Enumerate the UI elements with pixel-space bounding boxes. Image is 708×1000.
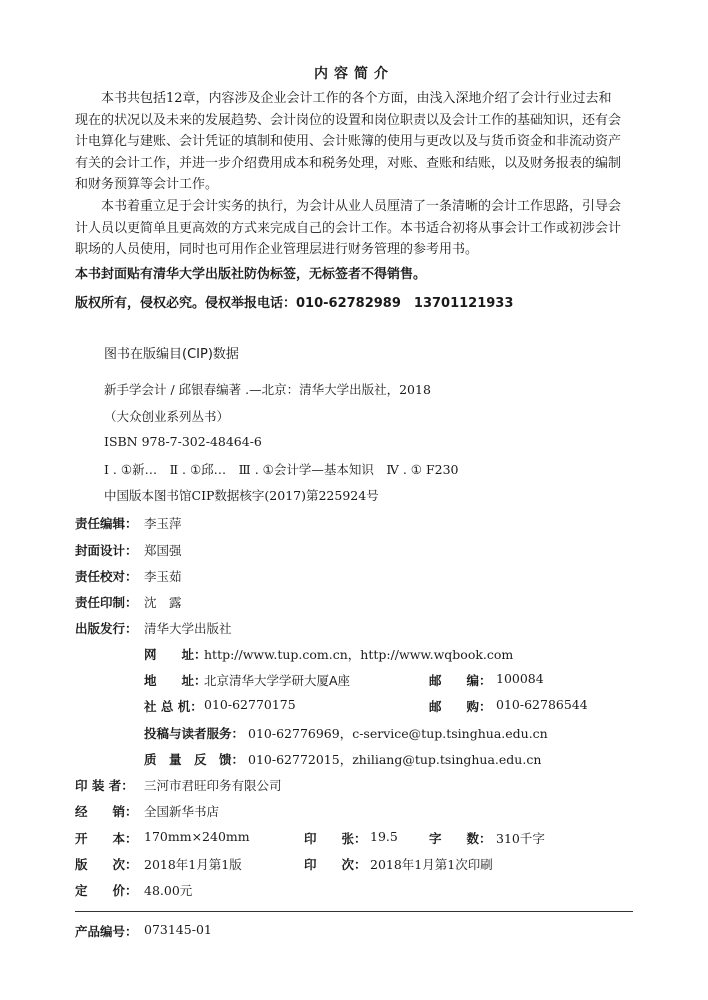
- address-value: 北京清华大学学研大厦A座: [204, 673, 351, 688]
- printer-value: 三河市君旺印务有限公司: [144, 778, 282, 793]
- cip-line: Ⅰ . ①新… Ⅱ . ①邱… Ⅲ . ①会计学—基本知识 Ⅳ . ① F230: [104, 462, 459, 477]
- text-line: 本书共包括12章，内容涉及企业会计工作的各个方面，由浅入深地介绍了会计行业过去和: [75, 91, 612, 106]
- format-label: 开 本：: [75, 831, 138, 846]
- address-label: 地 址：: [144, 673, 207, 688]
- distributor-value: 全国新华书店: [144, 804, 220, 819]
- price-label: 定 价：: [75, 883, 138, 898]
- text-line: 和财务预算等会计工作。: [75, 177, 219, 192]
- postcode-label: 邮 编：: [429, 673, 492, 688]
- text-line: 计电算化与建账、会计凭证的填制和使用、会计账簿的使用与更改以及与货币资金和非流动资产: [75, 134, 622, 149]
- anti-counterfeit-notice: 本书封面贴有清华大学出版社防伪标签，无标签者不得销售。: [75, 267, 427, 282]
- word-count-value: 310千字: [496, 831, 545, 846]
- publisher-name: 清华大学出版社: [144, 621, 232, 636]
- publisher-label: 出版发行：: [75, 621, 138, 636]
- product-code-label: 产品编号：: [75, 924, 138, 939]
- text-line: 现在的状况以及未来的发展趋势、会计岗位的设置和岗位职责以及会计工作的基础知识，还有会: [75, 112, 622, 128]
- switchboard-value: 010-62770175: [204, 697, 296, 712]
- mail-order-value: 010-62786544: [496, 697, 588, 712]
- sheets-value: 19.5: [370, 829, 398, 844]
- editor-value: 李玉萍: [144, 516, 182, 531]
- proofreader-value: 李玉茹: [144, 569, 182, 584]
- word-count-label: 字 数：: [429, 831, 492, 846]
- intro-paragraph-2: [75, 196, 631, 261]
- quality-feedback-value: 010-62772015，zhiliang@tup.tsinghua.edu.cn: [248, 752, 542, 767]
- cip-line: 新手学会计 / 邱银春编著 .—北京：清华大学出版社，2018: [104, 382, 431, 397]
- cip-heading: 图书在版编目(CIP)数据: [104, 347, 239, 362]
- quality-feedback-label: 质 量 反 馈：: [144, 752, 245, 767]
- mail-order-label: 邮 购：: [429, 699, 492, 714]
- divider-line: [75, 911, 633, 912]
- cover-design-value: 郑国强: [144, 543, 182, 558]
- page-title: 内容简介: [314, 66, 394, 82]
- website-label: 网 址：: [144, 647, 207, 662]
- format-value: 170mm×240mm: [144, 829, 250, 844]
- edition-value: 2018年1月第1版: [144, 857, 242, 872]
- printing-value: 2018年1月第1次印刷: [370, 857, 493, 872]
- cip-line: （大众创业系列丛书）: [104, 409, 230, 424]
- cover-design-label: 封面设计：: [75, 543, 138, 558]
- edition-label: 版 次：: [75, 857, 138, 872]
- cip-line: ISBN 978-7-302-48464-6: [104, 434, 262, 449]
- cip-line: 中国版本图书馆CIP数据核字(2017)第225924号: [104, 488, 379, 503]
- postcode-value: 100084: [496, 671, 544, 686]
- text-line: 职场的人员使用，同时也可用作企业管理层进行财务管理的参考用书。: [75, 242, 479, 257]
- sheets-label: 印 张：: [304, 831, 367, 846]
- website-value: http://www.tup.com.cn，http://www.wqbook.com: [204, 647, 514, 662]
- text-line: 有关的会计工作，并进一步介绍费用成本和税务处理，对账、查账和结账，以及财务报表的编制: [75, 155, 622, 171]
- printer-label: 印 装 者：: [75, 778, 134, 793]
- distributor-label: 经 销：: [75, 804, 138, 819]
- text-line: 计人员以更简单且更高效的方式来完成自己的会计工作。本书适合初将从事会计工作或初涉会计: [75, 220, 622, 236]
- intro-paragraph-1: [75, 88, 631, 196]
- reader-service-label: 投稿与读者服务：: [144, 726, 245, 741]
- editor-label: 责任编辑：: [75, 516, 138, 531]
- price-value: 48.00元: [144, 883, 193, 898]
- print-supervisor-label: 责任印制：: [75, 595, 138, 610]
- product-code-value: 073145-01: [144, 922, 212, 937]
- printing-label: 印 次：: [304, 857, 367, 872]
- reader-service-value: 010-62776969，c-service@tup.tsinghua.edu.cn: [248, 726, 548, 741]
- proofreader-label: 责任校对：: [75, 569, 138, 584]
- text-line: 本书着重立足于会计实务的执行，为会计从业人员厘清了一条清晰的会计工作思路，引导会: [75, 199, 622, 214]
- switchboard-label: 社 总 机：: [144, 699, 203, 714]
- print-supervisor-value: 沈 露: [144, 595, 182, 610]
- copyright-notice: 版权所有，侵权必究。侵权举报电话：010-62782989 13701121933: [75, 296, 514, 311]
